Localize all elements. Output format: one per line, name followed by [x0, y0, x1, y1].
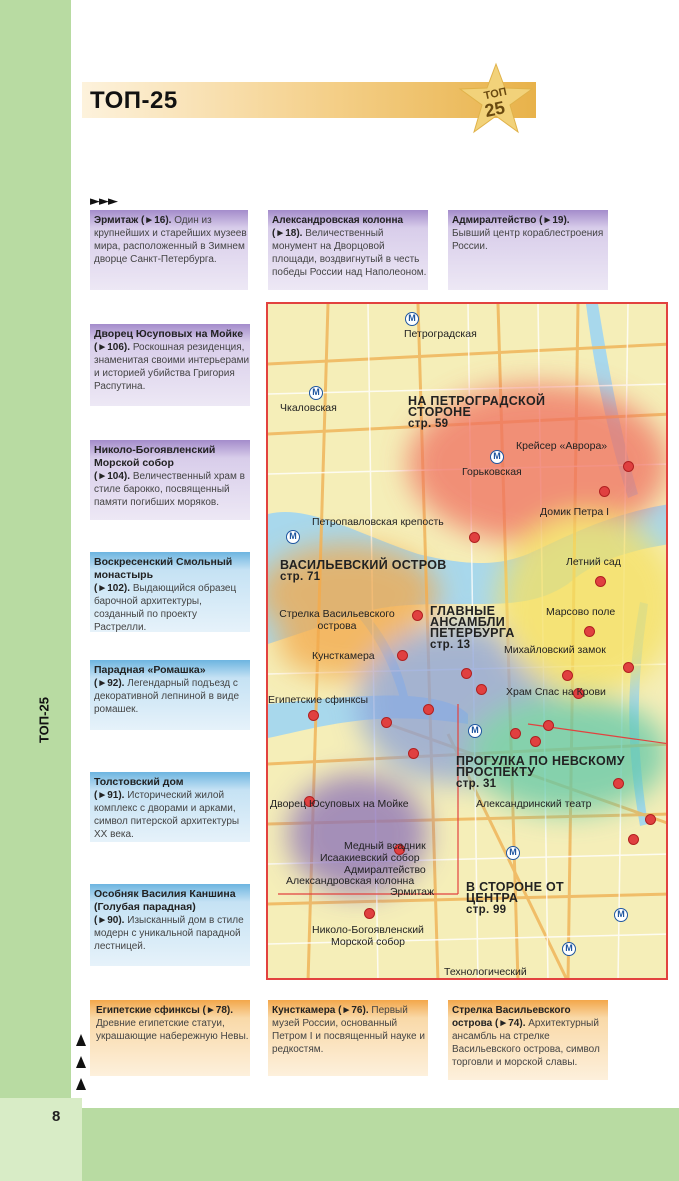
label-bronze-horseman: Медный всадник [344, 840, 426, 852]
metro-icon: M [468, 724, 482, 738]
card-page: (►106). [94, 342, 131, 353]
sight-dot [408, 748, 419, 759]
zone-page: стр. 31 [456, 778, 497, 790]
zone-outside-center [466, 882, 576, 916]
sight-dot [510, 728, 521, 739]
sight-dot [423, 704, 434, 715]
sight-dot [461, 668, 472, 679]
badge-top: ТОП [482, 85, 508, 103]
zone-vasilyevsky [280, 560, 447, 583]
card-sphinxes [90, 1000, 250, 1076]
card-text: Изысканный дом в стиле модерн с уникальной парадной лестницей. [94, 915, 244, 952]
label-summer-garden: Летний сад [566, 556, 621, 568]
sight-dot [469, 532, 480, 543]
card-head: Египетские сфинксы [96, 1005, 200, 1016]
sight-dot [476, 684, 487, 695]
card-text: Исторический жилой комплекс с дворами и арками, символ питерской архитектуры XX века. [94, 790, 240, 840]
card-head: Николо-Богоявленский Морской собор [94, 444, 216, 469]
sight-dot [530, 736, 541, 747]
sight-dot [543, 720, 554, 731]
label-spas: Храм Спас на Крови [506, 686, 606, 698]
card-text: Один из крупнейших и старейших музеев мира, расположенный в Зимнем дворце Санкт-Петербурга. [94, 215, 247, 265]
metro-icon: M [405, 312, 419, 326]
zone-name: ПРОГУЛКА ПО НЕВСКОМУ ПРОСПЕКТУ [456, 754, 625, 779]
label-chkalovskaya: Чкаловская [280, 402, 337, 414]
arrows-glyphs: ►►► [90, 194, 117, 206]
metro-icon: M [309, 386, 323, 400]
zone-page: стр. 59 [408, 418, 449, 430]
label-kunstkamera: Кунсткамера [312, 650, 375, 662]
zone-name: ВАСИЛЬЕВСКИЙ ОСТРОВ [280, 558, 447, 572]
card-strelka [448, 1000, 608, 1080]
zone-nevsky [456, 756, 666, 790]
card-text: Выдающийся образец барочной архитектуры, созданный по проекту Растрелли. [94, 583, 237, 633]
card-head: Эрмитаж [94, 215, 139, 226]
top25-star-badge [452, 62, 536, 138]
card-head: Особняк Василия Каншина (Голубая парадная) [94, 888, 236, 913]
sight-dot [562, 670, 573, 681]
sight-dot [308, 710, 319, 721]
card-page: (►78). [202, 1005, 233, 1016]
card-romashka [90, 660, 250, 730]
zone-page: стр. 13 [430, 639, 471, 651]
card-page: (►76). [338, 1005, 369, 1016]
zone-name: В СТОРОНЕ ОТ ЦЕНТРА [466, 880, 564, 905]
card-head: Стрелка Васильевского острова [452, 1005, 571, 1029]
zone-page: стр. 71 [280, 571, 321, 583]
metro-icon: M [490, 450, 504, 464]
sight-dot [412, 610, 423, 621]
footer-band [82, 1108, 679, 1181]
card-page: (►18). [272, 228, 303, 239]
label-mars-field: Марсово поле [546, 606, 616, 618]
label-admiralty: Адмиралтейство [344, 864, 426, 876]
card-text: Древние египетские статуи, украшающие набережную Невы. [96, 1018, 249, 1042]
card-page: (►91). [94, 790, 125, 801]
label-petrogradskaya: Петроградская [404, 328, 477, 340]
sight-dot [364, 908, 375, 919]
sight-dot [623, 662, 634, 673]
card-kunstkamera [268, 1000, 428, 1076]
label-yusupov: Дворец Юсуповых на Мойке [270, 798, 409, 810]
card-head: Воскресенский Смольный монастырь [94, 556, 233, 581]
page-number: 8 [52, 1108, 61, 1125]
label-strelka: Стрелка Васильевского острова [279, 608, 395, 632]
metro-icon: M [614, 908, 628, 922]
sight-dot [584, 626, 595, 637]
sight-dot [623, 461, 634, 472]
card-page: (►16). [140, 215, 172, 226]
card-head: Кунсткамера [272, 1005, 336, 1016]
label-mikhailovsky: Михайловский замок [504, 644, 606, 656]
side-strip [0, 0, 71, 1098]
card-head: Адмиралтейство [452, 215, 537, 226]
card-text: Архитектурный ансамбль на стрелке Васильевского острова, символ торговли и морской славы. [452, 1018, 600, 1068]
card-smolny-monastery [90, 552, 250, 632]
sight-dot [645, 814, 656, 825]
label-gorkovskaya: Горьковская [462, 466, 522, 478]
card-text: Роскошная резиденция, знаменитая своими интерьерами и историей убийства Григория Распутина. [94, 342, 250, 392]
card-kanshin-house [90, 884, 250, 966]
label-peter-paul: Петропавловская крепость [312, 516, 444, 528]
footer-left [0, 1098, 82, 1181]
card-text: Первый музей России, основанный Петром I и посвященный науке и редкостям. [272, 1005, 425, 1055]
card-nikolo-cathedral [90, 440, 250, 520]
zone-name: НА ПЕТРОГРАДСКОЙ СТОРОНЕ [408, 394, 546, 419]
sight-dot [381, 717, 392, 728]
card-admiralty [448, 210, 608, 290]
label-isaac: Исаакиевский собор [320, 852, 420, 864]
arrows-icon [90, 194, 146, 206]
card-hermitage [90, 210, 248, 290]
card-text: Легендарный подъезд с декоративной лепниной в виде ромашек. [94, 678, 240, 715]
metro-icon: M [286, 530, 300, 544]
card-head: Александровская колонна [272, 215, 404, 226]
label-alexander-column: Александровская колонна [286, 875, 415, 887]
sight-dot [595, 576, 606, 587]
card-head: Дворец Юсуповых на Мойке [94, 328, 244, 340]
card-alexander-column [268, 210, 428, 290]
label-alexandrinsky: Александринский театр [476, 798, 592, 810]
card-head: Парадная «Ромашка» [94, 664, 206, 676]
card-yusupov-palace [90, 324, 250, 406]
label-sphinxes: Египетские сфинксы [268, 694, 369, 706]
up-arrows-icon [76, 1034, 86, 1090]
label-aurora: Крейсер «Аврора» [516, 440, 608, 452]
label-technological: Технологический [444, 966, 527, 978]
sight-dot [628, 834, 639, 845]
card-text: Величественный храм в стиле барокко, посвященный памяти погибших моряков. [94, 471, 245, 508]
badge-num: 25 [482, 97, 507, 121]
section-label: ТОП-25 [36, 697, 52, 743]
city-map [266, 302, 668, 980]
zone-name: ГЛАВНЫЕ АНСАМБЛИ ПЕТЕРБУРГА [430, 604, 515, 640]
card-page: (►19). [539, 215, 570, 226]
sight-dot [397, 650, 408, 661]
zone-petrogradskaya [408, 396, 608, 430]
card-page: (►92). [94, 678, 125, 689]
card-text: Бывший центр кораблестроения России. [452, 228, 604, 252]
page-title: ТОП-25 [90, 87, 178, 114]
card-head: Толстовский дом [94, 776, 184, 788]
metro-icon: М [562, 942, 576, 956]
card-page: (►90). [94, 915, 125, 926]
card-page: (►74). [495, 1018, 526, 1029]
sight-dot [599, 486, 610, 497]
metro-icon: M [506, 846, 520, 860]
card-page: (►104). [94, 471, 131, 482]
label-peter-house: Домик Петра I [540, 506, 610, 518]
card-page: (►102). [94, 583, 131, 594]
card-tolstoy-house [90, 772, 250, 842]
label-hermitage: Эрмитаж [390, 886, 435, 898]
card-text: Величественный монумент на Дворцовой площади, воздвигнутый в честь победы России над Наполеоном. [272, 228, 427, 278]
label-nikolo: Николо-Богоявленский Морской собор [312, 924, 424, 948]
zone-page: стр. 99 [466, 904, 507, 916]
